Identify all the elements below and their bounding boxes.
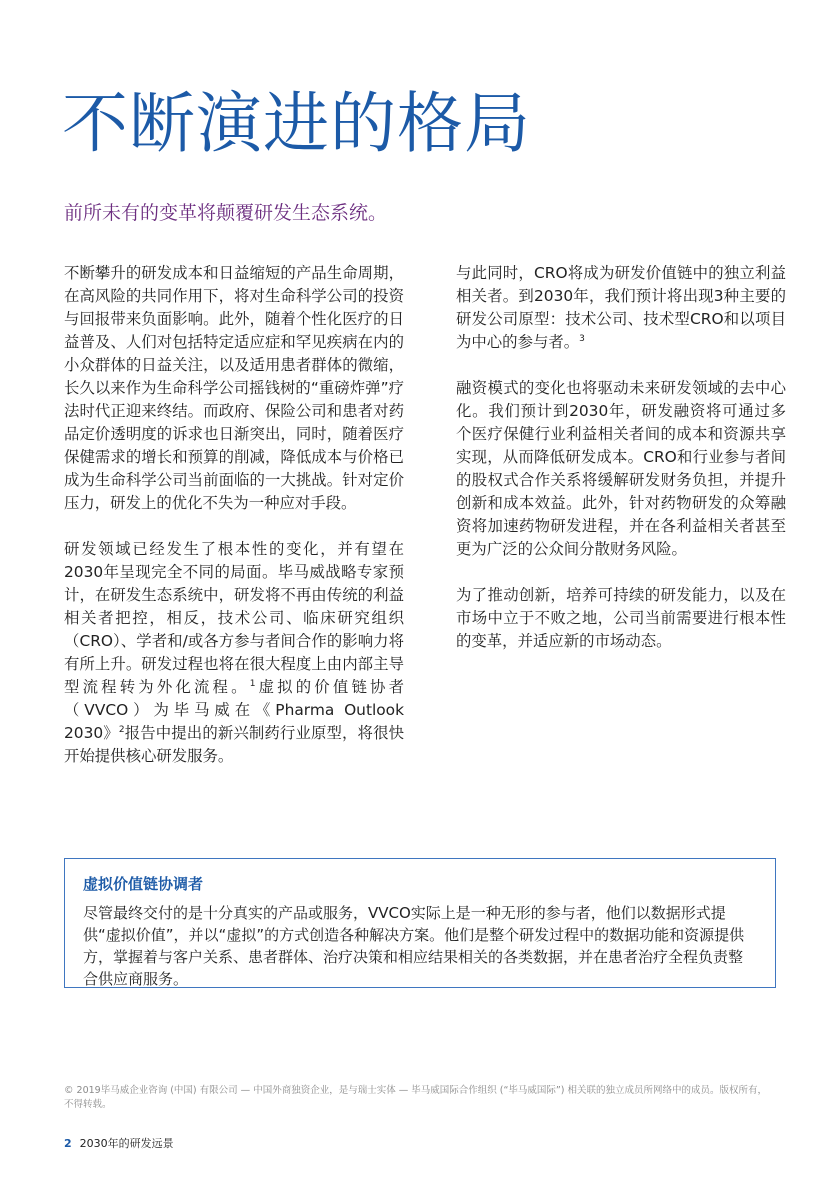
callout-title: 虚拟价值链协调者 (83, 875, 204, 893)
footer-doc-title: 2030年的研发远景 (79, 1137, 174, 1150)
left-column (64, 262, 404, 791)
callout-text: 尽管最终交付的是十分真实的产品或服务，VVCO实际上是一种无形的参与者，他们以数据形式提供“虚拟价值”，并以“虚拟”的方式创造各种解决方案。他们是整个研发过程中的数据功能和资源提供方，掌握着与客户关系、患者群体、治疗决策和相应结果相关的各类数据，并在患者治疗全程负责整合供应商服务。 (83, 904, 745, 988)
paragraph-text: 报告中提出的新兴制药行业原型，将很快开始提供核心研发服务。 (64, 724, 404, 765)
page-number: 2 (64, 1137, 72, 1150)
footnote-ref: 2 (118, 724, 125, 735)
page-title: 不断演进的格局 (62, 85, 531, 162)
paragraph: 为了推动创新，培养可持续的研发能力，以及在市场中立于不败之地，公司当前需要进行根本性的变革，并适应新的市场动态。 (456, 586, 786, 650)
paragraph: 融资模式的变化也将驱动未来研发领域的去中心化。我们预计到2030年，研发融资将可通过多个医疗保健行业利益相关者间的成本和资源共享实现，从而降低研发成本。CRO和行业参与者间的股权式合作关系将缓解研发财务负担，并提升创新和成本效益。此外，针对药物研发的众筹融资将加速药物研发进程，并在各利益相关者甚至更为广泛的公众间分散财务风险。 (456, 379, 786, 558)
right-column (456, 262, 786, 676)
copyright-notice: © 2019毕马威企业咨询 (中国) 有限公司 — 中国外商独资企业，是与瑞士实体 — 毕马威国际合作组织 (“毕马威国际”) 相关联的独立成员所网络中的成员。版权所有，不得转载。 (64, 1085, 768, 1110)
footnote-ref: 1 (249, 678, 256, 689)
page-subtitle: 前所未有的变革将颠覆研发生态系统。 (64, 202, 388, 224)
paragraph-text: 虚拟的价值链协者（VVCO）为毕马威在《Pharma Outlook 2030》 (64, 678, 404, 742)
footnote-ref: 3 (579, 333, 585, 344)
paragraph-text: 研发领域已经发生了根本性的变化，并有望在2030年呈现完全不同的局面。毕马威战略专家预计，在研发生态系统中，研发将不再由传统的利益相关者把控，相反，技术公司、临床研究组织（CRO）、学者和/或各方参与者间合作的影响力将有所上升。研发过程也将在很大程度上由内部主导型流程转为外化流程。 (64, 540, 404, 696)
paragraph: 不断攀升的研发成本和日益缩短的产品生命周期，在高风险的共同作用下，将对生命科学公司的投资与回报带来负面影响。此外，随着个性化医疗的日益普及、人们对包括特定适应症和罕见疾病在内的小众群体的日益关注，以及适用患者群体的微缩，长久以来作为生命科学公司摇钱树的“重磅炸弹”疗法时代正迎来终结。而政府、保险公司和患者对药品定价透明度的诉求也日渐突出，同时，随着医疗保健需求的增长和预算的削减，降低成本与价格已成为生命科学公司当前面临的一大挑战。针对定价压力，研发上的优化不失为一种应对手段。 (64, 264, 404, 512)
page-footer (64, 1135, 174, 1151)
paragraph (64, 538, 404, 768)
paragraph (456, 262, 786, 354)
callout-box (64, 858, 776, 988)
paragraph-text: 与此同时，CRO将成为研发价值链中的独立利益相关者。到2030年，我们预计将出现3种主要的研发公司原型：技术公司、技术型CRO和以项目为中心的参与者。 (456, 264, 786, 351)
